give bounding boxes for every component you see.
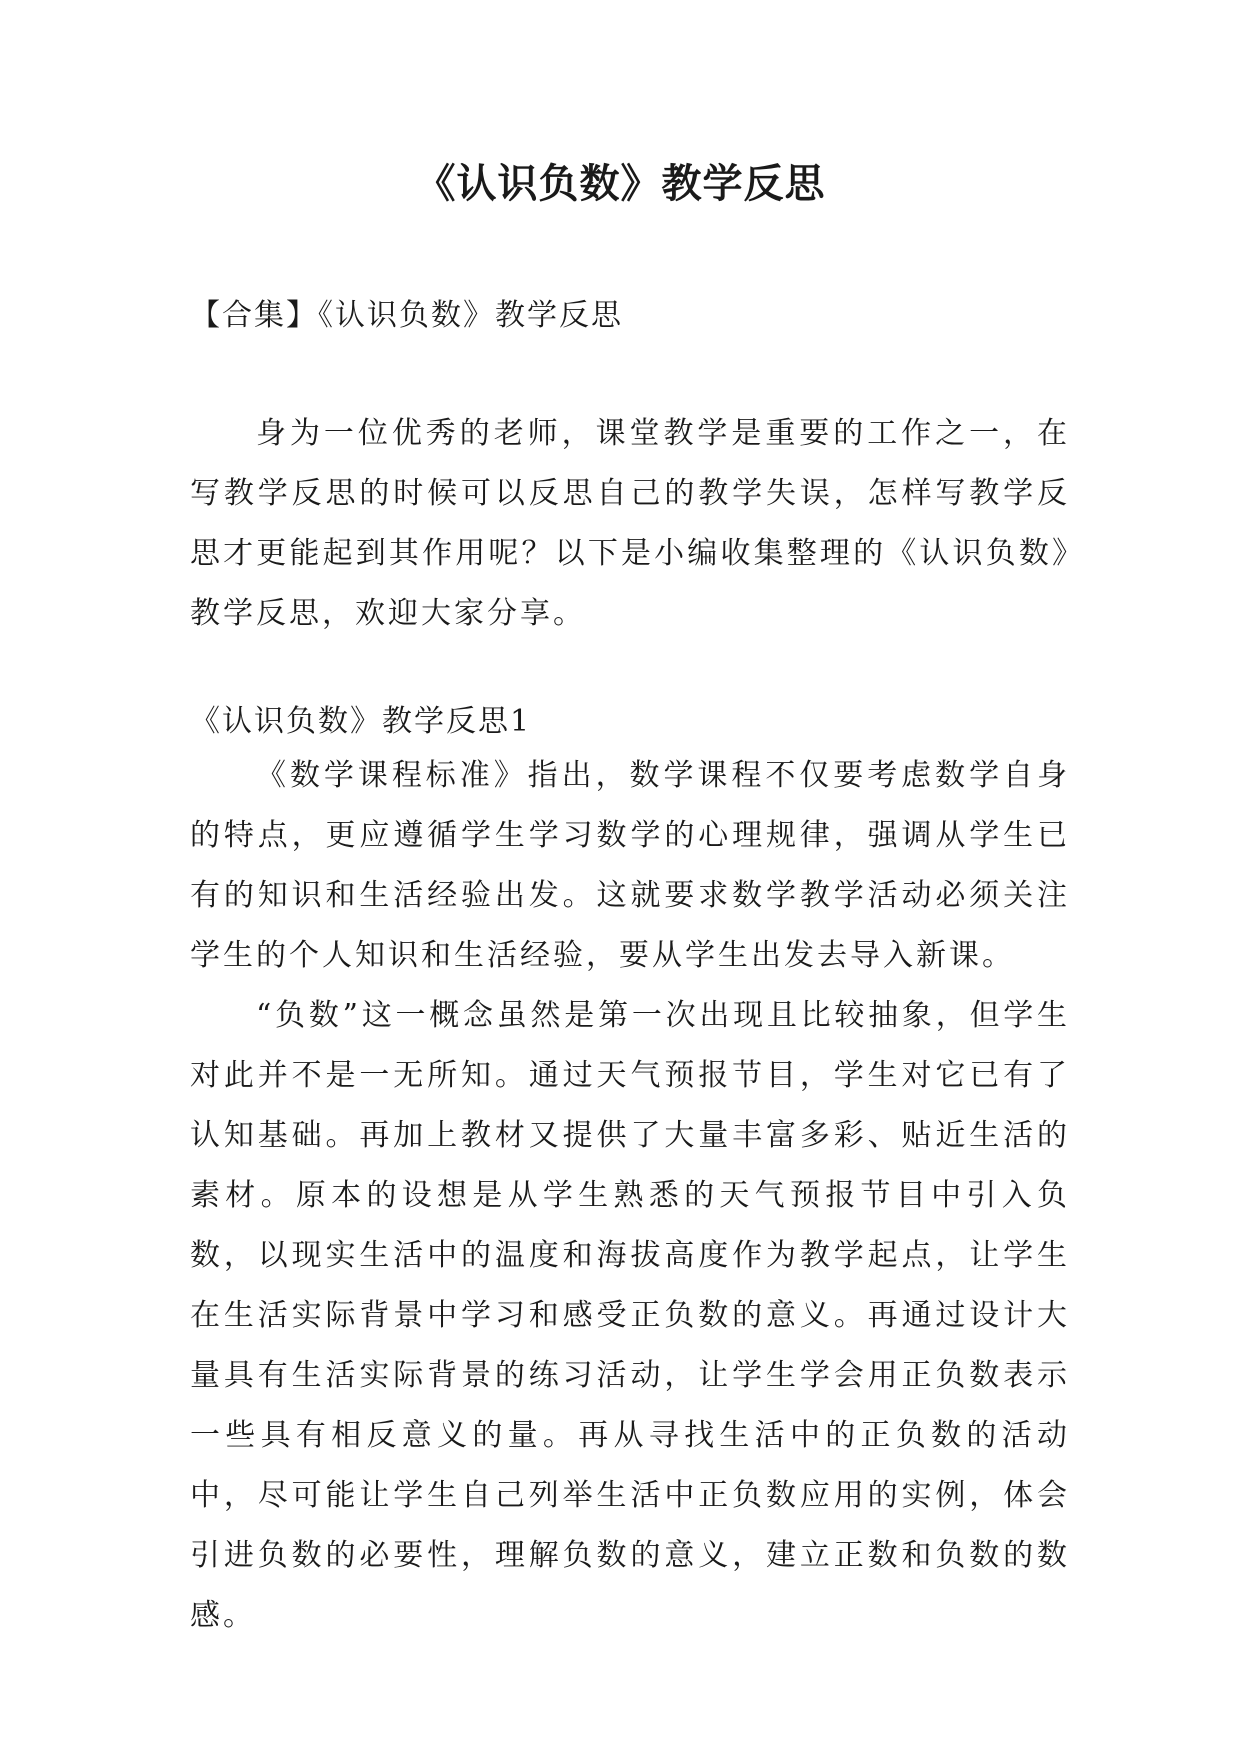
intro-paragraph: 身为一位优秀的老师，课堂教学是重要的工作之一，在写教学反思的时候可以反思自己的教学失误，怎样写教学反思才更能起到其作用呢？以下是小编收集整理的《认识负数》教学反思，欢迎大家分享。 [190, 416, 1070, 631]
body-paragraph: 《数学课程标准》指出，数学课程不仅要考虑数学自身的特点，更应遵循学生学习数学的心理规律，强调从学生已有的知识和生活经验出发。这就要求数学教学活动必须关注学生的个人知识和生活经验，要从学生出发去导入新课。 [190, 758, 1070, 973]
body-paragraph: “负数”这一概念虽然是第一次出现且比较抽象，但学生对此并不是一无所知。通过天气预报节目，学生对它已有了认知基础。再加上教材又提供了大量丰富多彩、贴近生活的素材。原本的设想是从学生熟悉的天气预报节目中引入负数，以现实生活中的温度和海拔高度作为教学起点，让学生在生活实际背景中学习和感受正负数的意义。再通过设计大量具有生活实际背景的练习活动，让学生学会用正负数表示一些具有相反意义的量。再从寻找生活中的正负数的活动中，尽可能让学生自己列举生活中正负数应用的实例，体会引进负数的必要性，理解负数的意义，建立正数和负数的数感。 [190, 998, 1070, 1633]
document-title: 《认识负数》教学反思 [415, 161, 826, 207]
intro-section [190, 404, 1070, 644]
section-body [190, 746, 1070, 1646]
document-subtitle: 【合集】《认识负数》教学反思 [190, 298, 623, 333]
section-heading: 《认识负数》教学反思1 [190, 704, 532, 739]
